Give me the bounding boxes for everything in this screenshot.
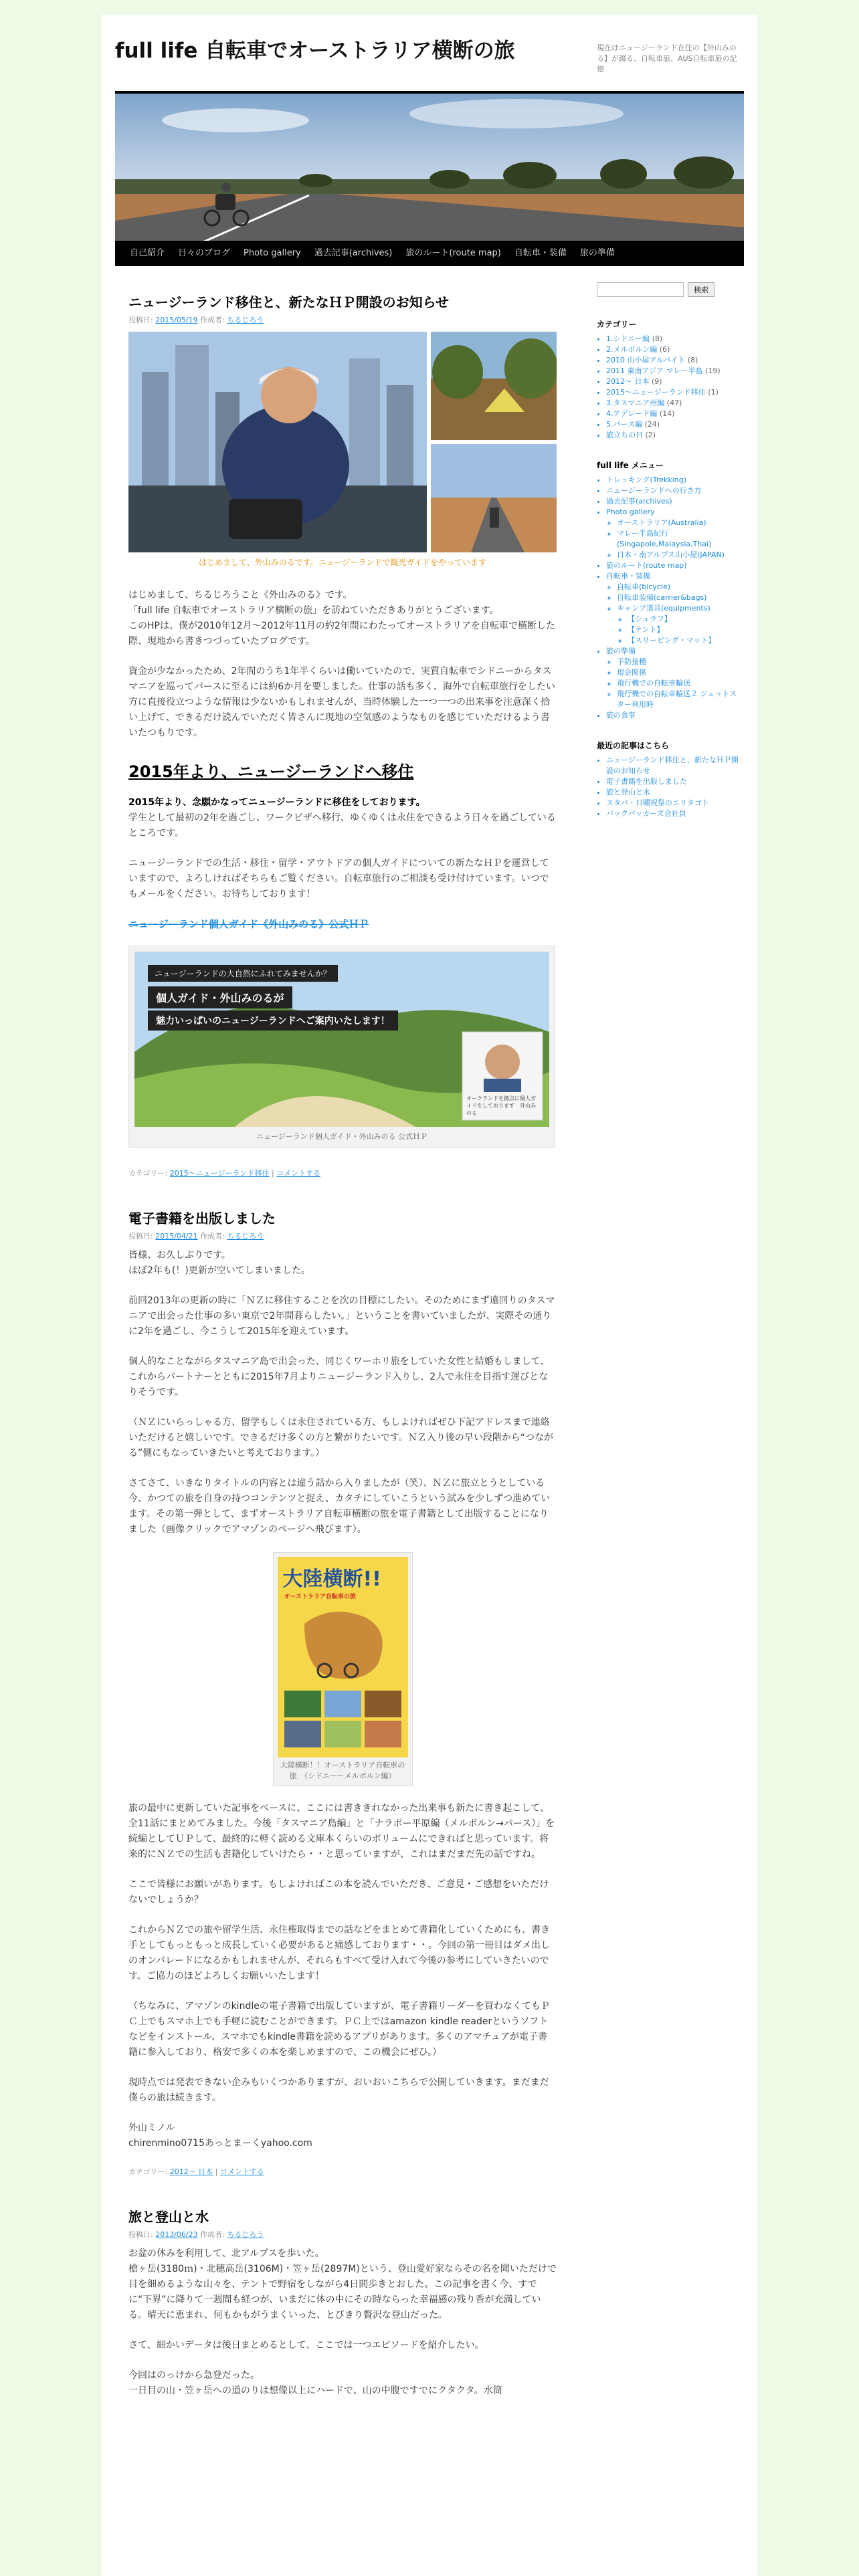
post-content — [128, 2246, 557, 2399]
menu-widget — [597, 459, 744, 721]
photo-caption: はじめまして、外山みのるです。ニュージーランドで観光ガイドをやっています — [198, 558, 487, 567]
book-cover-image[interactable] — [278, 1557, 408, 1757]
post-author-link[interactable]: ちるじろう — [227, 2230, 264, 2239]
category-item[interactable]: • 3.タスマニア州編 (47) — [606, 398, 744, 409]
menu-subitem[interactable]: ◦ 【スリーピング・マット】 — [628, 635, 744, 646]
comment-link[interactable]: コメントする — [219, 2167, 264, 2176]
post-date-link[interactable]: 2015/04/21 — [155, 1232, 198, 1241]
category-item[interactable]: • 旅立ちの日 (2) — [606, 430, 744, 441]
nav-item-about[interactable]: 自己紹介 — [130, 248, 165, 258]
meta-posted-label: 投稿日: — [128, 316, 153, 324]
post — [128, 1209, 557, 2177]
nav-item-prep[interactable]: 旅の準備 — [579, 248, 615, 258]
book-cover-figure — [273, 1552, 413, 1786]
paragraph: ここで皆様にお願いがあります。もしよければこの本を読んでいただき、ご意見・ご感想をいただけないでしょうか？ — [128, 1879, 549, 1905]
nav-item-route[interactable]: 旅のルート(route map) — [405, 248, 501, 258]
guide-banner-line2: 個人ガイド・外山みのるが — [148, 986, 292, 1008]
menu-subitem[interactable]: ◦ 飛行機での自転車輸送 — [617, 678, 744, 689]
menu-subitem[interactable]: ◦ オーストラリア(Australia) — [617, 518, 744, 528]
menu-item-cooking[interactable]: • 旅の食事 — [606, 710, 744, 721]
nav-item-blog[interactable]: 日々のブログ — [178, 248, 231, 258]
menu-subitem[interactable]: ◦ 【シュラフ】 — [628, 614, 744, 625]
post-meta: 投稿日: 2013/06/23 作成者: ちるじろう — [128, 2230, 264, 2239]
menu-item-nz-way[interactable]: • ニュージーランドへの行き方 — [606, 486, 744, 496]
menu-subitem[interactable]: ◦ キャンプ道具(equipments) ◦ 【シュラフ】 ◦ 【テント】 ◦ 【スリーピング・マット】 — [617, 603, 744, 646]
widget-title: full life メニュー — [597, 461, 664, 470]
recent-post-item[interactable]: • 旅と登山と水 — [606, 787, 744, 798]
category-item[interactable]: • 2010 山小屋アルバイト (8) — [606, 355, 744, 366]
menu-subitem[interactable]: ◦ マレー半島紀行(Singapole,Malaysia,Thai) — [617, 528, 744, 550]
paragraph: 今回はのっけから急登だった。 一日目の山・笠ヶ岳への道のりは想像以上にハードで、山の中腹ですでにクタクタ。水筒 — [128, 2370, 502, 2396]
signature: 外山ミノル chirenmino0715あっとまーくyahoo.com — [128, 2123, 312, 2149]
category-item[interactable]: • 2015〜ニュージーランド移住 (1) — [606, 387, 744, 398]
search-input[interactable] — [597, 282, 684, 297]
menu-item-archives[interactable]: • 過去記事(archives) — [606, 496, 744, 507]
post-meta — [128, 314, 557, 325]
tent-camp-photo[interactable] — [431, 332, 557, 440]
menu-subitem[interactable]: ◦ 自転車装備(carrier&bags) — [617, 593, 744, 603]
paragraph: 現時点では発表できない企みもいくつかありますが、おいおいこちらで公開していきます。まだまだ僕らの旅は続きます。 — [128, 2077, 549, 2103]
recent-post-item[interactable]: • 電子書籍を出版しました — [606, 776, 744, 787]
paragraph: さて、細かいデータは後日まとめるとして、ここでは一つエピソードを紹介したい。 — [128, 2340, 484, 2351]
recent-post-item[interactable]: • ニュージーランド移住と、新たなＨＰ開設のお知らせ — [606, 755, 744, 776]
paragraph: （ちなみに、アマゾンのkindleの電子書籍で出版していますが、電子書籍リーダーを買わなくてもＰＣ上でもスマホ上でも手軽に読むことができます。ＰＣ上ではamazon kindle readerというソフトなどをインストール、スマホでもkindle書籍を読めるアプリがあります。多くのアマチュアが電子書籍に参入しており、格安で多くの本を楽しめますので、この機会にぜひ。） — [128, 2001, 550, 2058]
menu-subitem[interactable]: ◦ 現金関係 — [617, 667, 744, 678]
post-content — [128, 332, 557, 1148]
paragraph: 旅の最中に更新していた記事をベースに、ここには書ききれなかった出来事も新たに書き起こして、全11話にまとめてみました。今後「タスマニア島編」と「ナラボー平原編（メルボルン→パース）」を続編としてＵＰして、最終的に軽く読める文庫本くらいのボリュームにできればと思っています。将来的にＮＺでの生活も書籍化していけたら・・と思っていますが、これはまだまだ先の話ですね。 — [128, 1803, 555, 1860]
guide-banner-figure — [128, 946, 555, 1148]
photo-stack — [431, 332, 557, 552]
road-cycling-photo[interactable] — [431, 444, 557, 552]
category-link[interactable]: 2015〜ニュージーランド移住 — [169, 1169, 270, 1178]
post-date-link[interactable]: 2015/05/19 — [155, 316, 198, 324]
category-item[interactable]: • 5.パース編 (24) — [606, 419, 744, 430]
paragraph: （ＮＺにいらっしゃる方、留学もしくは永住されている方、もしよければぜひ下記アドレスまで連絡いただけると嬉しいです。できるだけ多くの方と繋がりたいです。ＮＺ入り後の早い段階から“つながる”側にもなっていきたいと考えております。） — [128, 1417, 554, 1459]
guide-banner-line1: ニュージーランドの大自然にふれてみませんか？ — [148, 965, 338, 982]
menu-subitem[interactable]: ◦ 飛行機での自転車輸送２ ジェットスター利用時 — [617, 689, 744, 710]
cyclist-portrait-photo[interactable] — [128, 332, 427, 552]
header-banner-image — [115, 91, 744, 245]
site-title[interactable]: full life 自転車でオーストラリア横断の旅 — [115, 39, 515, 63]
recent-posts-widget — [597, 740, 744, 819]
paragraph: 資金が少なかったため、2年間のうち1年半くらいは働いていたので、実質自転車でシドニーからタスマニアを巡ってパースに至るには約6か月を要しました。仕事の話も多く、海外で自転車旅行をしたい方に直接役立つような情報は少ないかもしれませんが、当時体験した一つ一つの出来事を注意深く拾い上げて、できるだけ読んでいただく皆さんに現地の空気感のようなものを感じていただけるよう書いたつもりです。 — [128, 666, 555, 738]
paragraph: 個人的なことながらタスマニア島で出会った、同じくワーホリ旅をしていた女性と結婚もしまして、これからパートナーとともに2015年7月よりニュージーランド入りし、2人で永住を目指す運びとなりそうです。 — [128, 1356, 550, 1398]
post — [128, 293, 557, 1178]
paragraph: さてさて、いきなりタイトルの内容とは違う話から入りましたが（笑）、ＮＺに旅立とうとしている今、かつての旅を自身の持つコンテンツと捉え、カタチにしていこうという試みを少しずつ進めています。その第一弾として、まずオーストラリア自転車横断の旅を電子書籍として出版することになりました（画像クリックでアマゾンのページへ飛びます）。 — [128, 1478, 551, 1535]
category-item[interactable]: • 2011 東南アジア マレー半島 (19) — [606, 366, 744, 377]
category-item[interactable]: • 1.シドニー編 (8) — [606, 334, 744, 344]
paragraph: ニュージーランドでの生活・移住・留学・アウトドアの個人ガイドについての新たなＨＰを運営していますので、よろしければそちらもご覧ください。自転車旅行のご相談も受け付けています。いつでもメールをください。お待ちしております！ — [128, 858, 549, 899]
menu-item-bike[interactable]: • 自転車・装備 ◦ 自転車(bicycle) ◦ 自転車装備(carrier&bags) ◦ キャンプ道具(equipments) ◦ 【シュラフ】 ◦ 【テント】 ◦ 【スリーピング・マット】 — [606, 571, 744, 646]
main-content — [128, 274, 557, 2413]
menu-subitem[interactable]: ◦ 自転車(bicycle) — [617, 582, 744, 593]
nav-item-bike[interactable]: 自転車・装備 — [514, 248, 567, 258]
paragraph: 皆様、お久しぶりです。 ほぼ2年も(！)更新が空いてしまいました。 — [128, 1250, 310, 1276]
nav-item-gallery[interactable]: Photo gallery — [244, 248, 301, 258]
category-item[interactable]: • 2012〜 日本 (9) — [606, 377, 744, 387]
categories-widget — [597, 318, 744, 441]
paragraph: これからＮＺでの旅や留学生活、永住権取得までの話などをまとめて書籍化していくためにも、書き手としてもっともっと成長していく必要があると痛感しております・・。今回の第一冊目はダメ出しのオンパレードになるかもしれませんが、それらもすべて受け入れて今後の参考にしていきたいのです。ご協力のほどよろしくお願いいたします！ — [128, 1925, 550, 1981]
page — [102, 15, 757, 2576]
post-author-link[interactable]: ちるじろう — [227, 1232, 264, 1241]
widget-title: 最近の記事はこちら — [597, 741, 670, 750]
menu-item-gallery[interactable]: • Photo gallery ◦ オーストラリア(Australia) ◦ マレー半島紀行(Singapole,Malaysia,Thai) ◦ 日本・南アルプス山小屋(JAPAN) — [606, 507, 744, 560]
recent-post-item[interactable]: • スタバ・日曜祝祭のエリタゴト — [606, 798, 744, 809]
paragraph: 前回2013年の更新の時に「ＮＺに移住することを次の目標にしたい。そのためにまず遠回りのタスマニアで出会った仕事の多い東京で2年間暮らしたい。」ということを書いていましたが、実際その通りに2年を過ごし、今こうして2015年を迎えています。 — [128, 1295, 555, 1337]
post-title[interactable]: 電子書籍を出版しました — [128, 1210, 276, 1226]
search-form — [597, 282, 744, 297]
post-title[interactable]: 旅と登山と水 — [128, 2209, 209, 2225]
book-caption: 大陸横断！！オーストラリア自転車の旅 （シドニー〜メルボルン編） — [280, 1761, 405, 1780]
paragraph: 2015年より、念願かなってニュージーランドに移住をしております。 学生として最初の2年を過ごし、ワークビザへ移行、ゆくゆくは永住をできるよう日々を過ごしているところです。 — [128, 797, 556, 839]
photo-collage — [128, 332, 557, 552]
section-heading: 2015年より、ニュージーランドへ移住 — [128, 762, 414, 781]
category-item[interactable]: • 2.メルボルン編 (6) — [606, 344, 744, 355]
meta-author-label: 作成者: — [200, 316, 225, 324]
book-title: 大陸横断!! — [282, 1568, 381, 1591]
paragraph: お盆の休みを利用して、北アルプスを歩いた。 槍ヶ岳(3180ｍ)・北穂高岳(3106M)・笠ヶ岳(2897M)という、登山愛好家ならその名を聞いただけで目を細めるような山々を、テントで野宿をしながら4日間歩きとおした。この記事を書く今、すでに“下界”に降りて一週間も経つが、いまだに体の中にその時ならった幸福感の残り香が充満している。晴天に恵まれ、何もかもがうまくいった、とびきり贅沢な登山だった。 — [128, 2248, 557, 2321]
menu-item-route[interactable]: • 旅のルート(route map) — [606, 560, 744, 571]
post — [128, 2208, 557, 2399]
menu-item-prep[interactable]: • 旅の準備 ◦ 予防接種 ◦ 現金関係 ◦ 飛行機での自転車輸送 ◦ 飛行機での自転車輸送２ ジェットスター利用時 — [606, 646, 744, 710]
post-date-link[interactable]: 2013/06/23 — [155, 2230, 198, 2239]
post-footer: カテゴリー: 2015〜ニュージーランド移住 | コメントする — [128, 1169, 320, 1178]
sidebar — [597, 282, 744, 838]
nav-item-archives[interactable]: 過去記事(archives) — [314, 248, 393, 258]
post-content — [128, 1248, 557, 2151]
guide-banner-sub: オークランドを拠点に個人ガイドをしております 外山みのる — [466, 1095, 536, 1116]
paragraph: はじめまして、ちるじろうこと《外山みのる》です。 「full life 自転車でオーストラリア横断の旅」を訪ねていただきありがとうございます。 このHPは、僕が2010年12月〜2012年11月の約2年間にわたってオーストラリアを自転車で横断した際、現地から書きつづっていたブログです。 — [128, 590, 556, 647]
main-nav — [115, 241, 744, 266]
menu-subitem[interactable]: ◦ 予防接種 — [617, 657, 744, 667]
nz-guide-link[interactable]: ニュージーランド個人ガイド《外山みのる》公式ＨＰ — [128, 918, 369, 930]
guide-banner-image[interactable] — [134, 952, 549, 1127]
book-subtitle: オーストラリア自転車の旅 — [284, 1594, 357, 1600]
search-button[interactable]: 検索 — [688, 282, 714, 297]
post-author-link[interactable]: ちるじろう — [227, 316, 264, 324]
widget-title: カテゴリー — [597, 320, 637, 329]
category-link[interactable]: 2012〜 日本 — [169, 2167, 213, 2176]
comment-link[interactable]: コメントする — [276, 1169, 320, 1178]
menu-item-trekking[interactable]: • トレッキング(Trekking) — [606, 475, 744, 486]
post-title[interactable]: ニュージーランド移住と、新たなＨＰ開設のお知らせ — [128, 294, 449, 310]
menu-subitem[interactable]: ◦ 日本・南アルプス山小屋(JAPAN) — [617, 550, 744, 560]
site-description: 現在はニュージーランド在住の【外山みのる】が綴る、自転車旅、AUS自転車旅の記憶 — [597, 43, 737, 74]
guide-caption: ニュージーランド個人ガイド・外山みのる 公式ＨＰ — [256, 1132, 427, 1141]
guide-banner-line3: 魅力いっぱいのニュージーランドへご案内いたします！ — [148, 1010, 398, 1031]
menu-subitem[interactable]: ◦ 【テント】 — [628, 625, 744, 635]
category-item[interactable]: • 4.アデレード編 (14) — [606, 409, 744, 419]
post-footer: カテゴリー: 2012〜 日本 | コメントする — [128, 2167, 264, 2176]
post-meta: 投稿日: 2015/04/21 作成者: ちるじろう — [128, 1232, 264, 1241]
recent-post-item[interactable]: • バックパッカーズ会社員 — [606, 809, 744, 819]
